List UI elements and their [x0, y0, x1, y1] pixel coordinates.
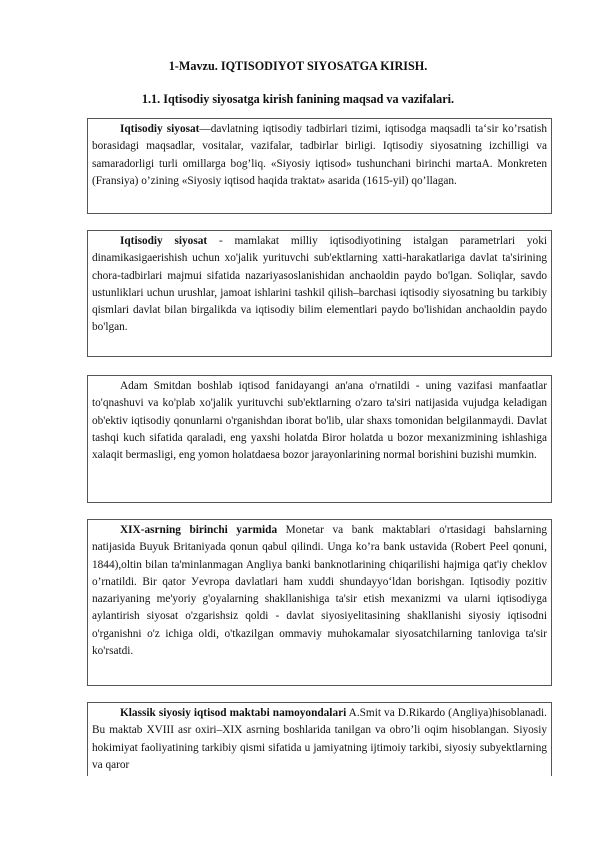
box-text: Monetar va bank maktablari o'rtasidagi bahslarning natijasida Buyuk Britaniyada qonun qabul qilindi. Unga ko’ra bank ustavida (Robert Peel qonuni, 1844),oltin bilan ta'minlanmagan Angliya banki banknotlarining chiqarilishi hajmiga qat'iy cheklov o’rnatildi. Bir qator Уevropa davlatlari ham xuddi shundayyo‘ldan borishgan. Iqtisodiy pozitiv nazariyaning me'yoriy g'oyalarning shakllanishiga ta'sir etish mexanizmi va ularni iqtisodiyga aylantirish siyosat o'zgarishsiz qoldi - davlat siyosiyelitasining shakllanishi siyosiy iqtisodni o'rganishni o'z ichiga oldi, o'tkazilgan ommaviy muhokamalar siyosatchilarning tanloviga ta'sir ko'rsatdi.	[92, 524, 547, 658]
box-paragraph	[92, 121, 547, 190]
text-box	[87, 375, 552, 503]
box-term: Iqtisodiy siyosat	[120, 123, 200, 135]
page-title: 1-Mavzu. IQTISODIYOT SIYOSATGA KIRISH.	[168, 59, 428, 73]
box-term: Klassik siyosiy iqtisod maktabi namoyondalari	[120, 707, 347, 719]
definition-box	[87, 118, 552, 214]
box-text: A.Smit va D.Rikardo (Angliya)hisoblanadi. Bu maktab XVIII asr oxiri–XIX asrning boshlarida tanilgan va obro’li oqim hisoblangan. Siyosiy hokimiyat faoliyatining tarkibiy qismi sifatida u jamiyatning ijtimoiy tarkibi, siyosiy subyektlarning va qaror	[92, 707, 547, 771]
box-text: - mamlakat milliy iqtisodiyotining istalgan parametrlari yoki dinamikasigaerishish uchun xo'jalik yurituvchi sub'ektlarning xatti-harakatlariga davlat ta'sirining chora-tadbirlari majmui sifatida nazariyasoslanishidan anchaoldin paydo bo'lgan. Soliqlar, savdo ustunliklari uchun urushlar, jamoat ishlarini tashkil qilish–barchasi iqtisodiy siyosatning bu tarkibiy qismlari davlat bilan birgalikda va iqtisodiy bilim elementlari paydo bo'lishidan anchaoldin paydo bo'lgan.	[92, 235, 547, 334]
box-paragraph	[92, 522, 547, 660]
box-text: —davlatning iqtisodiy tadbirlari tizimi, iqtisodga maqsadli ta‘sir ko’rsatish borasidagi maqsadlar, vositalar, vazifalar, tadbirlar birligi. Iqtisodiy siyosatning izchilligi va samaradorligi turli omillarga bog’liq. «Siyosiy iqtisod» tushunchani birinchi martaA. Monkreten (Fransiya) o’zining «Siyosiy iqtisod haqida traktat» asarida (1615-yil) qo’llagan.	[92, 123, 547, 187]
box-term: Iqtisodiy siyosat	[120, 235, 208, 247]
box-paragraph	[92, 705, 547, 774]
school-box	[87, 702, 552, 776]
box-paragraph	[92, 233, 547, 337]
box-paragraph	[92, 378, 547, 464]
definition-box	[87, 230, 552, 357]
box-term: XIX-asrning birinchi yarmida	[120, 524, 278, 536]
history-box	[87, 519, 552, 686]
section-subtitle: 1.1. Iqtisodiy siyosatga kirish fanining maqsad va vazifalari.	[141, 92, 455, 106]
box-text: Adam Smitdan boshlab iqtisod fanidayangi an'ana o'rnatildi - uning vazifasi manfaatlar to'qnashuvi va ko'plab xo'jalik yurituvchi sub'ektlarning o'zaro ta'siri natijasida vujudga keladigan ob'ektiv iqtisodiy qonunlarni o'rganishdan iborat bo'lib, ular shaxs tomonidan belgilanmaydi. Davlat tashqi kuch sifatida qaraladi, eng yaxshi holatda Biror holatda u bozor mexanizmining ishlashiga xalaqit bermasligi, eng yomon holatdaesa bozor jarayonlarining normal borishini buzishi mumkin.	[92, 380, 547, 462]
